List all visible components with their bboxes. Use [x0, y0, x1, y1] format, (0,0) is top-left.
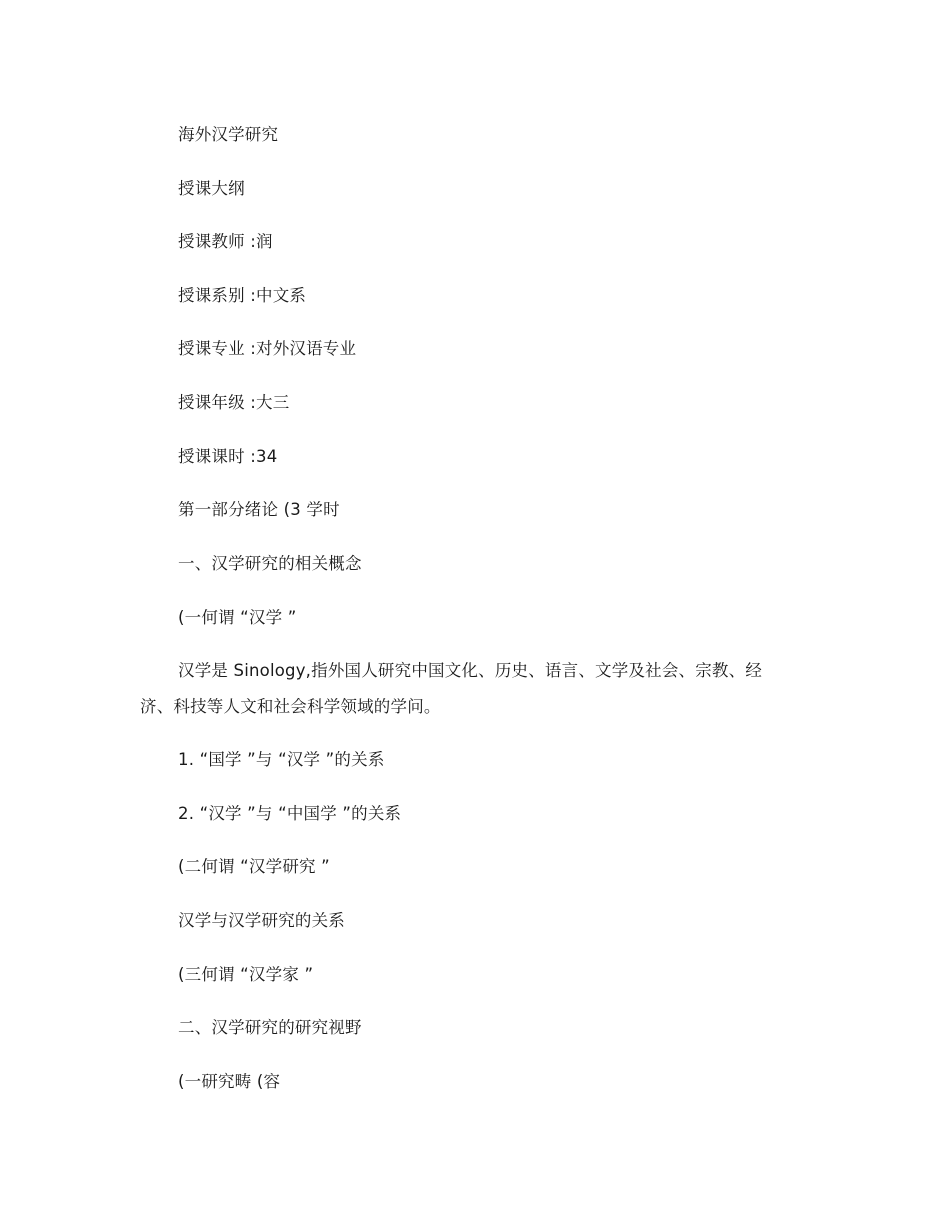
- subsection-heading-2: (二何谓 “汉学研究 ”: [178, 857, 330, 876]
- list-item-2: 2. “汉学 ”与 “中国学 ”的关系: [178, 804, 402, 823]
- info-major: 授课专业 :对外汉语专业: [178, 339, 357, 358]
- info-teacher: 授课教师 :润: [178, 232, 273, 251]
- definition-paragraph: 汉学是 Sinology,指外国人研究中国文化、历史、语言、文学及社会、宗教、经济、科技等人文和社会科学领域的学问。: [140, 661, 763, 716]
- info-hours: 授课课时 :34: [178, 447, 278, 466]
- info-department: 授课系别 :中文系: [178, 286, 307, 305]
- section-heading-1: 一、汉学研究的相关概念: [178, 554, 362, 573]
- part-heading: 第一部分绪论 (3 学时: [178, 500, 340, 519]
- document-subtitle: 授课大纲: [178, 179, 245, 198]
- info-grade: 授课年级 :大三: [178, 393, 290, 412]
- document-title: 海外汉学研究: [178, 125, 279, 144]
- subsection-text-2: 汉学与汉学研究的关系: [178, 911, 345, 930]
- subsection-heading-4: (一研究畴 (容: [178, 1072, 281, 1091]
- section-heading-2: 二、汉学研究的研究视野: [178, 1018, 362, 1037]
- subsection-heading-1: (一何谓 “汉学 ”: [178, 608, 297, 627]
- subsection-heading-3: (三何谓 “汉学家 ”: [178, 965, 314, 984]
- list-item-1: 1. “国学 ”与 “汉学 ”的关系: [178, 750, 385, 769]
